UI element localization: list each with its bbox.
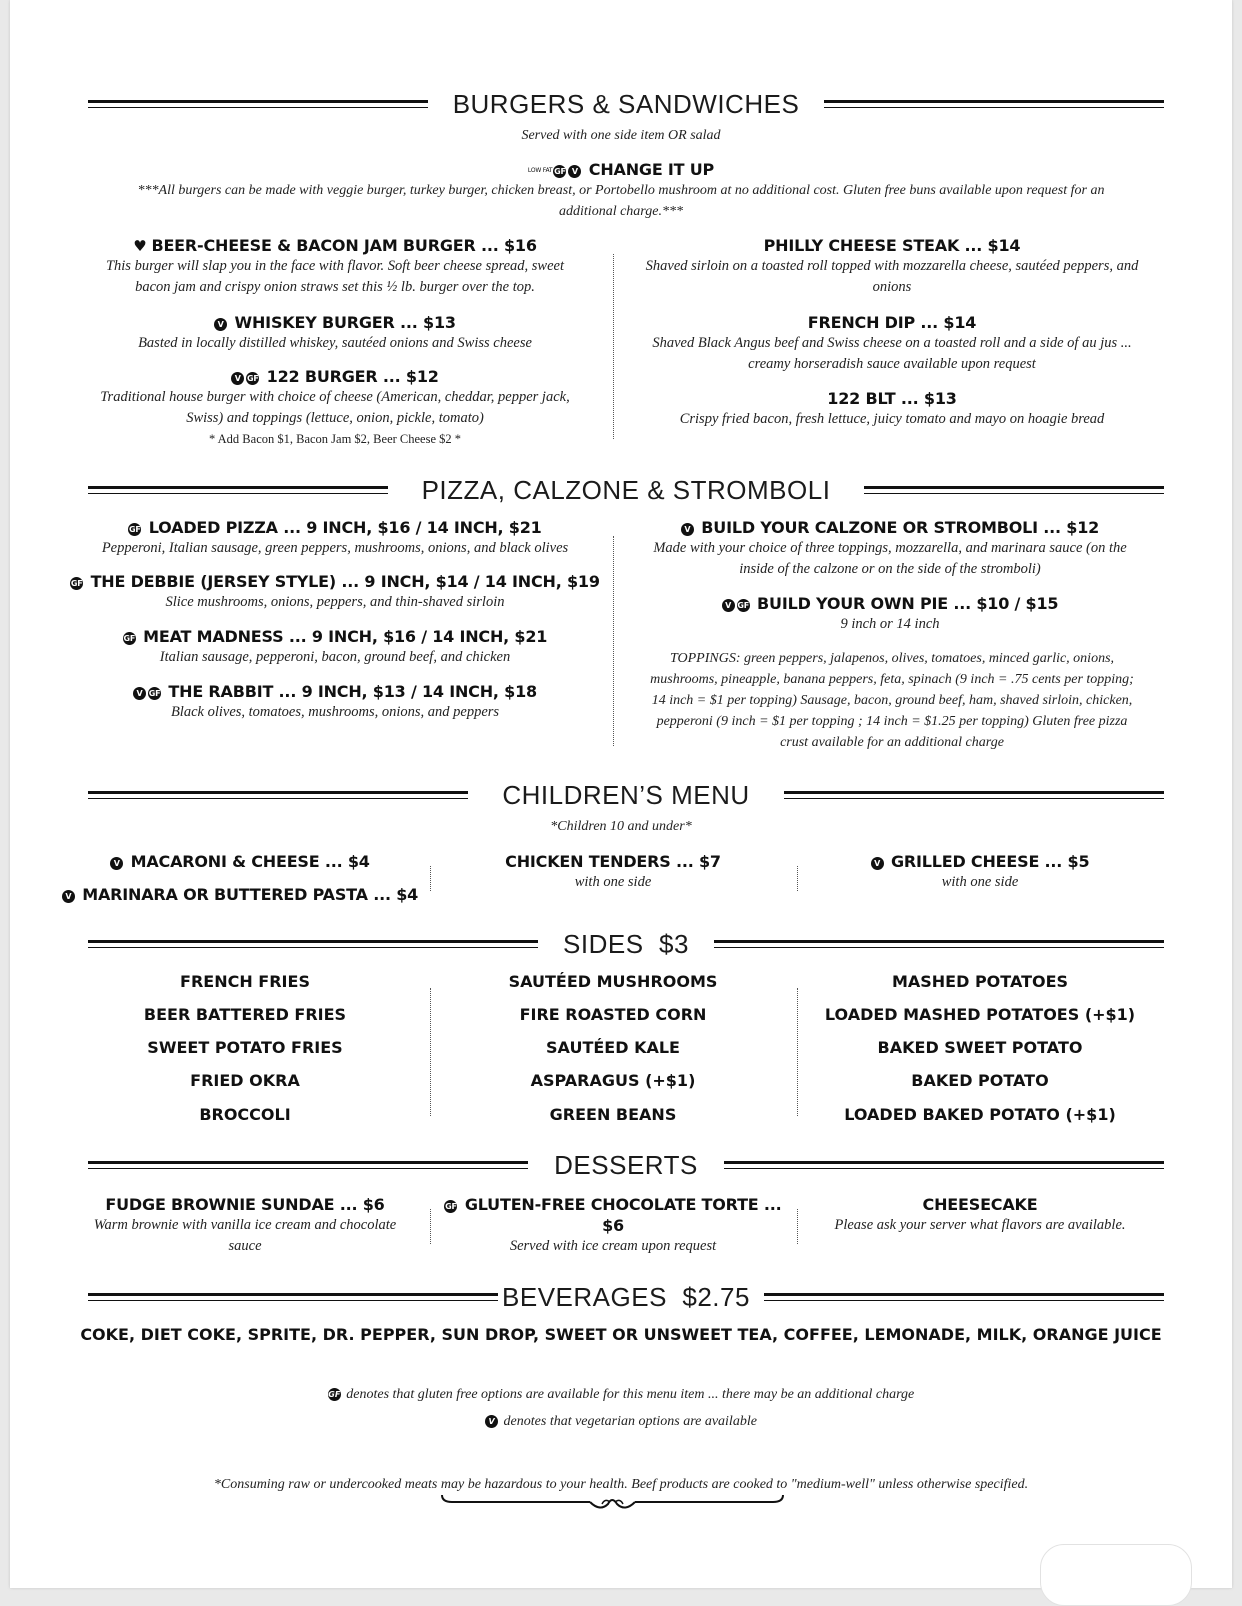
menu-item-title: FUDGE BROWNIE SUNDAE ... $6 [105,1195,385,1214]
gf-icon: GF [328,1390,341,1399]
side-item: BROCCOLI [199,1105,291,1124]
beverages-price: $2.75 [682,1282,750,1312]
menu-item-title [630,593,1150,614]
menu-page [10,0,1232,1588]
header-rule-right [824,100,1164,108]
item-name-text: GLUTEN-FREE CHOCOLATE TORTE ... $6 [464,1195,782,1235]
header-rule-right [714,940,1164,948]
menu-item-desc: Traditional house burger with choice of cheese (American, cheddar, pepper jack, Swiss) and toppings (lettuce, onion, pickle, tomato) [100,389,570,426]
menu-item-desc: with one side [574,874,652,890]
column-divider [797,988,798,1116]
pizza-title: PIZZA, CALZONE & STROMBOLI [421,475,831,505]
children-header [88,779,1164,813]
gf-icon: GF [246,374,259,383]
item-name-text: LOADED PIZZA ... 9 INCH, $16 / 14 INCH, $21 [148,518,542,537]
column-divider [613,254,614,439]
side-item: FIRE ROASTED CORN [519,1005,707,1024]
side-item: MASHED POTATOES [891,972,1069,991]
burgers-subtitle: Served with one side item OR salad [521,128,721,143]
menu-item-desc: Pepperoni, Italian sausage, green peppers, mushrooms, onions, and black olives [101,540,569,556]
corner-overlay [1040,1544,1192,1606]
menu-item-title [80,366,590,387]
menu-item-title: FRENCH DIP ... $14 [807,313,977,332]
header-rule-right [724,1161,1164,1169]
item-name-text: BEER-CHEESE & BACON JAM BURGER ... $16 [151,236,537,255]
vegetarian-icon: V [110,857,123,870]
side-item: GREEN BEANS [549,1105,677,1124]
menu-item-title [70,517,600,538]
header-rule-right [784,791,1164,799]
vegetarian-icon: V [62,890,75,903]
gf-icon: GF [737,601,749,610]
side-item: LOADED MASHED POTATOES (+$1) [824,1005,1136,1024]
menu-item-desc: Made with your choice of three toppings, mozzarella, and marinara sauce (on the inside of the calzone or on the side of the stromboli) [653,540,1127,577]
children-subtitle: *Children 10 and under* [550,819,692,834]
item-name-text: MARINARA OR BUTTERED PASTA ... $4 [82,885,419,904]
item-name-text: THE RABBIT ... 9 INCH, $13 / 14 INCH, $18 [168,682,537,701]
vegetarian-icon: V [231,372,244,385]
gf-icon: GF [445,1202,457,1211]
item-name-text: BUILD YOUR OWN PIE ... $10 / $15 [757,594,1059,613]
gf-icon: GF [70,579,83,588]
menu-item-desc: with one side [941,874,1019,890]
side-item: SWEET POTATO FRIES [147,1038,343,1057]
item-name-text: MACARONI & CHEESE ... $4 [130,852,370,871]
menu-item-title [70,681,600,702]
menu-item-desc: Served with ice cream upon request [509,1238,717,1254]
menu-item-title [80,312,590,333]
menu-item-desc: 9 inch or 14 inch [840,616,940,632]
desserts-header [88,1149,1164,1183]
change-it-up-title [10,159,1232,181]
item-name-text: BUILD YOUR CALZONE OR STROMBOLI ... $12 [701,518,1100,537]
menu-item-title: CHICKEN TENDERS ... $7 [505,852,721,871]
change-it-up-label: CHANGE IT UP [588,160,715,179]
menu-item-title: 122 BLT ... $13 [827,389,957,408]
raw-meat-disclaimer: *Consuming raw or undercooked meats may be hazardous to your health. Beef products are cooked to "medium-well" unless otherwise specified. [213,1477,1029,1492]
side-item: BAKED POTATO [911,1071,1049,1090]
menu-item-title: PHILLY CHEESE STEAK ... $14 [763,236,1021,255]
burger-addons-note: * Add Bacon $1, Bacon Jam $2, Beer Cheese $2 * [208,432,462,446]
header-rule-right [864,486,1164,494]
menu-item-title [630,517,1150,538]
menu-item-desc: This burger will slap you in the face with flavor. Soft beer cheese spread, sweet bacon jam and crispy onion straws set this ½ lb. burger over the top. [105,258,565,295]
children-title: CHILDREN’S MENU [502,780,750,810]
menu-item-desc: Please ask your server what flavors are available. [834,1217,1126,1233]
change-it-up-desc: ***All burgers can be made with veggie burger, turkey burger, chicken breast, or Portobello mushroom at no additional cost. Gluten free buns available upon request for an additional charge.*** [137,183,1105,219]
vegetarian-icon: V [871,857,884,870]
column-divider [430,866,431,891]
menu-item-desc: Basted in locally distilled whiskey, sautéed onions and Swiss cheese [138,335,532,351]
item-name-text: 122 BURGER ... $12 [266,367,439,386]
vegetarian-icon: V [485,1415,498,1428]
menu-item-title [80,235,590,257]
menu-item-title [40,884,440,905]
menu-item-desc: Slice mushrooms, onions, peppers, and thin-shaved sirloin [165,594,505,610]
sides-header [88,928,1164,962]
column-divider [613,536,614,746]
pizza-toppings: TOPPINGS: green peppers, jalapenos, olives, tomatoes, minced garlic, onions, mushrooms, pineapple, banana peppers, feta, spinach (9 inch = .75 cents per topping; 14 inch = $1 per topping) Sausage, bacon, ground beef, ham, shaved sirloin, chicken, pepperoni (9 inch = $1 per topping ; 14 inch = $1.25 per topping) Gluten free pizza crust available for an additional charge [650,651,1134,750]
pizza-header [88,474,1164,508]
menu-item-desc: Black olives, tomatoes, mushrooms, onions, and peppers [170,704,500,720]
side-item: SAUTÉED MUSHROOMS [508,972,718,991]
side-item: SAUTÉED KALE [546,1038,680,1057]
gf-icon: GF [554,167,566,176]
menu-item-title [70,571,600,592]
side-item: BAKED SWEET POTATO [877,1038,1083,1057]
item-name-text: GRILLED CHEESE ... $5 [890,852,1090,871]
menu-item-title [40,851,440,872]
menu-item-desc: Shaved Black Angus beef and Swiss cheese on a toasted roll and a side of au jus ... creamy horseradish sauce available upon request [652,335,1132,372]
vegetarian-icon: V [568,165,581,178]
menu-item-title: CHEESECAKE [922,1195,1038,1214]
vegetarian-icon: V [681,523,694,536]
legend-gf-text: denotes that gluten free options are available for this menu item ... there may be an additional charge [346,1387,915,1402]
vegetarian-icon: V [133,687,146,700]
vegetarian-icon: V [722,599,735,612]
beverages-list: COKE, DIET COKE, SPRITE, DR. PEPPER, SUN DROP, SWEET OR UNSWEET TEA, COFFEE, LEMONADE, MILK, ORANGE JUICE [80,1325,1162,1344]
sides-price: $3 [659,929,689,959]
low-fat-icon: LOW FAT [527,167,553,174]
menu-item-title [70,626,600,647]
legend-v-text: denotes that vegetarian options are available [503,1414,757,1429]
menu-item-desc: Italian sausage, pepperoni, bacon, ground beef, and chicken [159,649,511,665]
desserts-title: DESSERTS [554,1150,698,1180]
side-item: BEER BATTERED FRIES [143,1005,347,1024]
beverages-header [88,1281,1164,1315]
header-rule-right [764,1293,1164,1301]
menu-item-desc: Crispy fried bacon, fresh lettuce, juicy tomato and mayo on hoagie bread [679,411,1105,427]
menu-item-desc: Warm brownie with vanilla ice cream and chocolate sauce [93,1217,397,1254]
column-divider [430,1209,431,1244]
side-item: FRENCH FRIES [180,972,310,991]
item-name-text: MEAT MADNESS ... 9 INCH, $16 / 14 INCH, $21 [143,627,548,646]
gf-icon: GF [148,689,161,698]
burgers-header [88,88,1164,122]
side-item: ASPARAGUS (+$1) [530,1071,696,1090]
side-item: FRIED OKRA [190,1071,300,1090]
beverages-title-text: BEVERAGES [502,1282,667,1312]
heart-icon: ♥ [133,237,147,255]
column-divider [797,866,798,891]
sides-title-text: SIDES [563,929,644,959]
legend-gf [10,1384,1232,1405]
item-name-text: THE DEBBIE (JERSEY STYLE) ... 9 INCH, $14 / 14 INCH, $19 [90,572,600,591]
legend-v [10,1411,1232,1432]
gf-icon: GF [123,634,136,643]
menu-item-desc: Shaved sirloin on a toasted roll topped with mozzarella cheese, sautéed peppers, and onions [645,258,1139,295]
vegetarian-icon: V [214,318,227,331]
gf-icon: GF [129,525,141,534]
burgers-title: BURGERS & SANDWICHES [452,89,800,119]
menu-item-title [443,1194,783,1236]
item-name-text: WHISKEY BURGER ... $13 [234,313,456,332]
ornament-flourish-icon [440,1492,785,1516]
side-item: LOADED BAKED POTATO (+$1) [844,1105,1116,1124]
menu-item-title [800,851,1160,872]
column-divider [797,1209,798,1244]
